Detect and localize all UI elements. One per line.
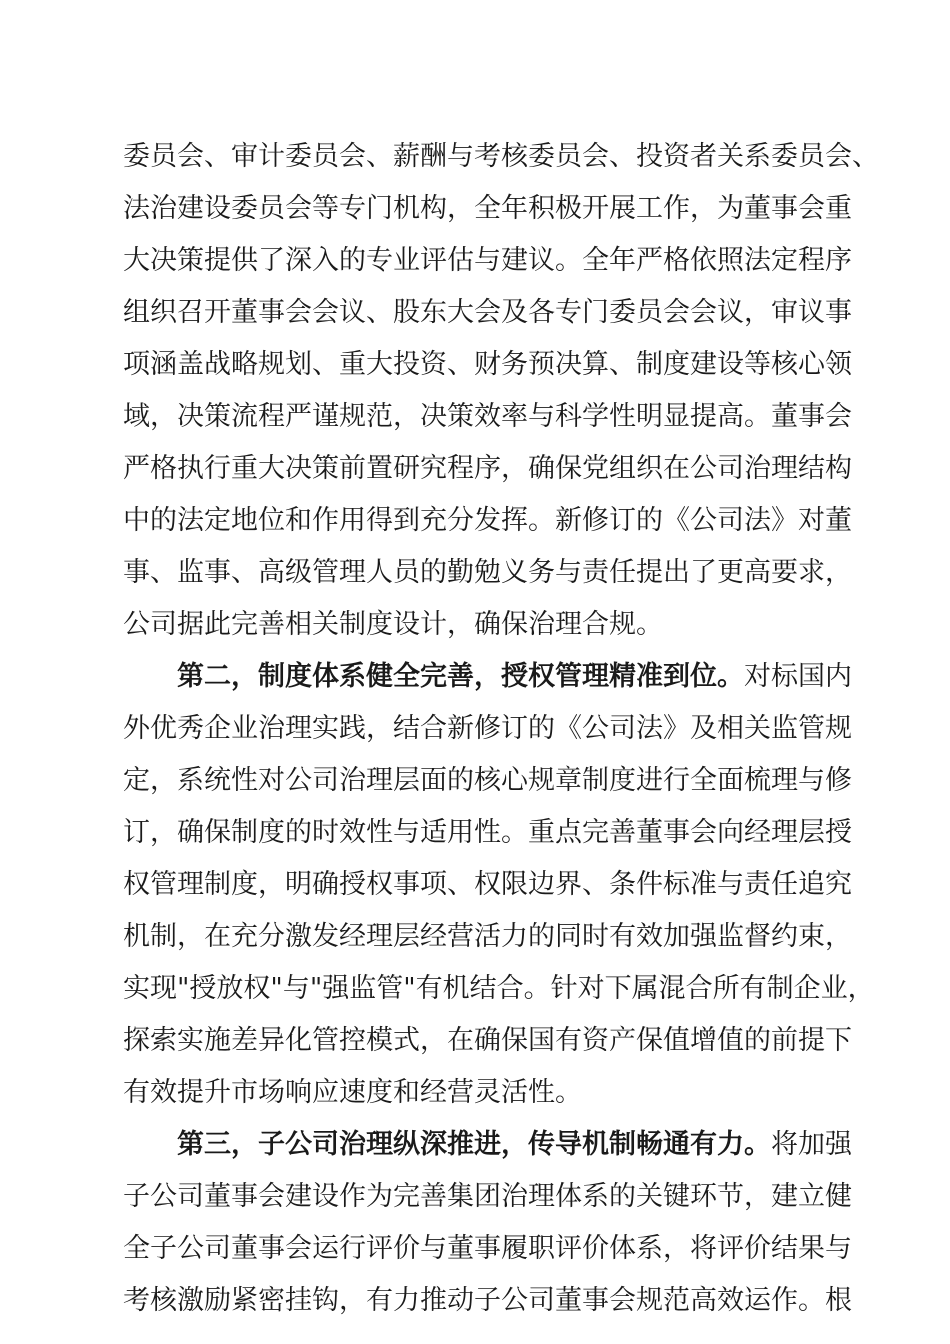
- paragraph-3-line-3: 全子公司董事会运行评价与董事履职评价体系，将评价结果与: [123, 1233, 852, 1264]
- paragraph-1-line-10: 公司据此完善相关制度设计，确保治理合规。: [123, 609, 663, 640]
- paragraph-1-line-8: 中的法定地位和作用得到充分发挥。新修订的《公司法》对董: [123, 505, 852, 536]
- paragraph-2-line-4: 订，确保制度的时效性与适用性。重点完善董事会向经理层授: [123, 817, 852, 848]
- paragraph-2-line-8: 探索实施差异化管控模式，在确保国有资产保值增值的前提下: [123, 1025, 852, 1056]
- paragraph-1-line-7: 严格执行重大决策前置研究程序，确保党组织在公司治理结构: [123, 453, 852, 484]
- paragraph-2-line-1: [177, 657, 946, 697]
- paragraph-3-line-1-rest: 将加强: [771, 1129, 852, 1160]
- paragraph-3-line-4: 考核激励紧密挂钩，有力推动子公司董事会规范高效运作。根: [123, 1285, 852, 1316]
- paragraph-2-heading: 第二，制度体系健全完善，授权管理精准到位。: [177, 661, 744, 692]
- paragraph-2-line-7: 实现"授放权"与"强监管"有机结合。针对下属混合所有制企业，: [123, 973, 875, 1004]
- paragraph-2-line-9: 有效提升市场响应速度和经营灵活性。: [123, 1077, 582, 1108]
- paragraph-1-line-1: 委员会、审计委员会、薪酬与考核委员会、投资者关系委员会、: [123, 141, 879, 172]
- paragraph-2-line-6: 机制，在充分激发经理层经营活力的同时有效加强监督约束，: [123, 921, 852, 952]
- paragraph-1-line-6: 域，决策流程严谨规范，决策效率与科学性明显提高。董事会: [123, 401, 852, 432]
- paragraph-3-line-2: 子公司董事会建设作为完善集团治理体系的关键环节，建立健: [123, 1181, 852, 1212]
- paragraph-1-line-2: 法治建设委员会等专门机构，全年积极开展工作，为董事会重: [123, 193, 852, 224]
- paragraph-2-line-1-rest: 对标国内: [744, 661, 852, 692]
- paragraph-3-line-1: [177, 1125, 946, 1165]
- paragraph-1-line-5: 项涵盖战略规划、重大投资、财务预决算、制度建设等核心领: [123, 349, 852, 380]
- paragraph-3-heading: 第三，子公司治理纵深推进，传导机制畅通有力。: [177, 1129, 771, 1160]
- paragraph-1-line-9: 事、监事、高级管理人员的勤勉义务与责任提出了更高要求，: [123, 557, 852, 588]
- paragraph-1-line-3: 大决策提供了深入的专业评估与建议。全年严格依照法定程序: [123, 245, 852, 276]
- paragraph-2-line-2: 外优秀企业治理实践，结合新修订的《公司法》及相关监管规: [123, 713, 852, 744]
- paragraph-2-line-5: 权管理制度，明确授权事项、权限边界、条件标准与责任追究: [123, 869, 852, 900]
- paragraph-2-line-3: 定，系统性对公司治理层面的核心规章制度进行全面梳理与修: [123, 765, 852, 796]
- paragraph-1-line-4: 组织召开董事会会议、股东大会及各专门委员会会议，审议事: [123, 297, 852, 328]
